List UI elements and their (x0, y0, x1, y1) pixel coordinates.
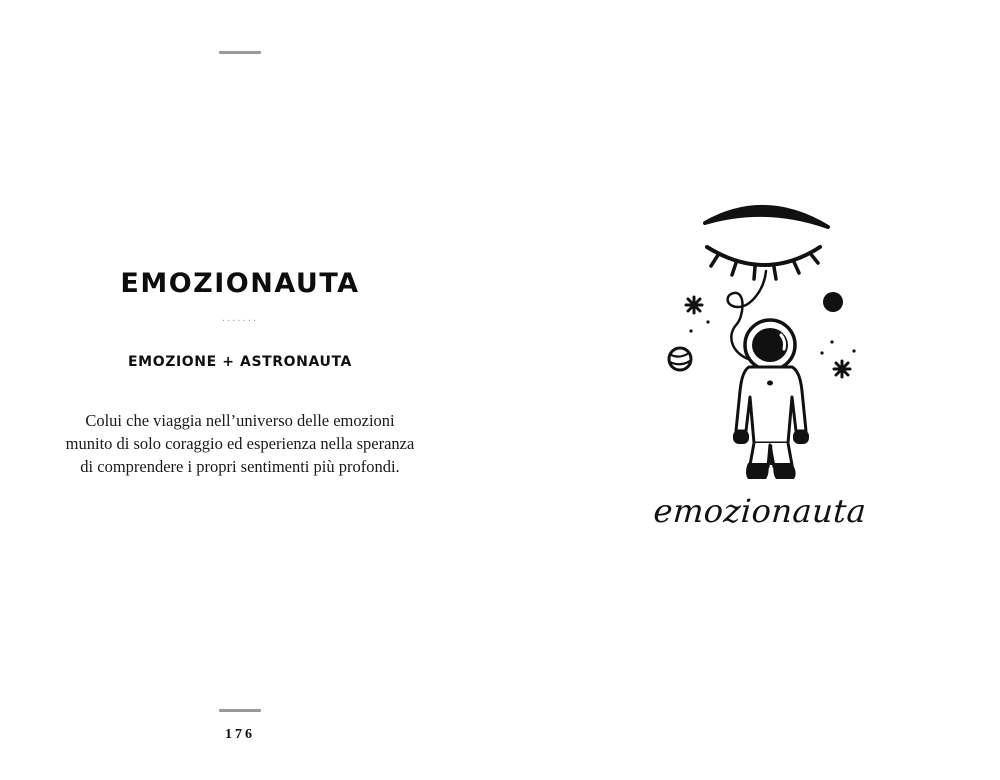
left-page (0, 0, 480, 780)
bottom-rule (219, 709, 261, 712)
left-boot (746, 463, 769, 479)
astronaut-eye-illustration (650, 195, 870, 495)
entry-etymology: EMOZIONE + ASTRONAUTA (128, 354, 352, 370)
eyebrow-shape (705, 207, 828, 227)
star-icon (834, 361, 850, 377)
star-icon (686, 297, 702, 313)
definition-line: munito di solo coraggio ed esperienza nella speranza (65, 434, 415, 453)
ringed-planet-icon (669, 348, 691, 370)
planet-icon (823, 292, 843, 312)
helmet-visor (752, 328, 788, 362)
definition-line: Colui che viaggia nell’universo delle emozioni (85, 411, 395, 430)
illustration-caption: emozionauta (652, 492, 868, 530)
page-number: 176 (225, 727, 255, 742)
left-glove (733, 430, 749, 444)
right-glove (793, 430, 809, 444)
right-page (500, 0, 1000, 780)
top-rule (219, 51, 261, 54)
dotted-separator: ······· (221, 316, 259, 327)
closed-eye-line (707, 247, 820, 265)
definition-line: di comprendere i propri sentimenti più profondi. (80, 457, 400, 476)
right-boot (773, 463, 795, 479)
entry-definition (40, 409, 440, 478)
entry-title: EMOZIONAUTA (120, 268, 360, 299)
